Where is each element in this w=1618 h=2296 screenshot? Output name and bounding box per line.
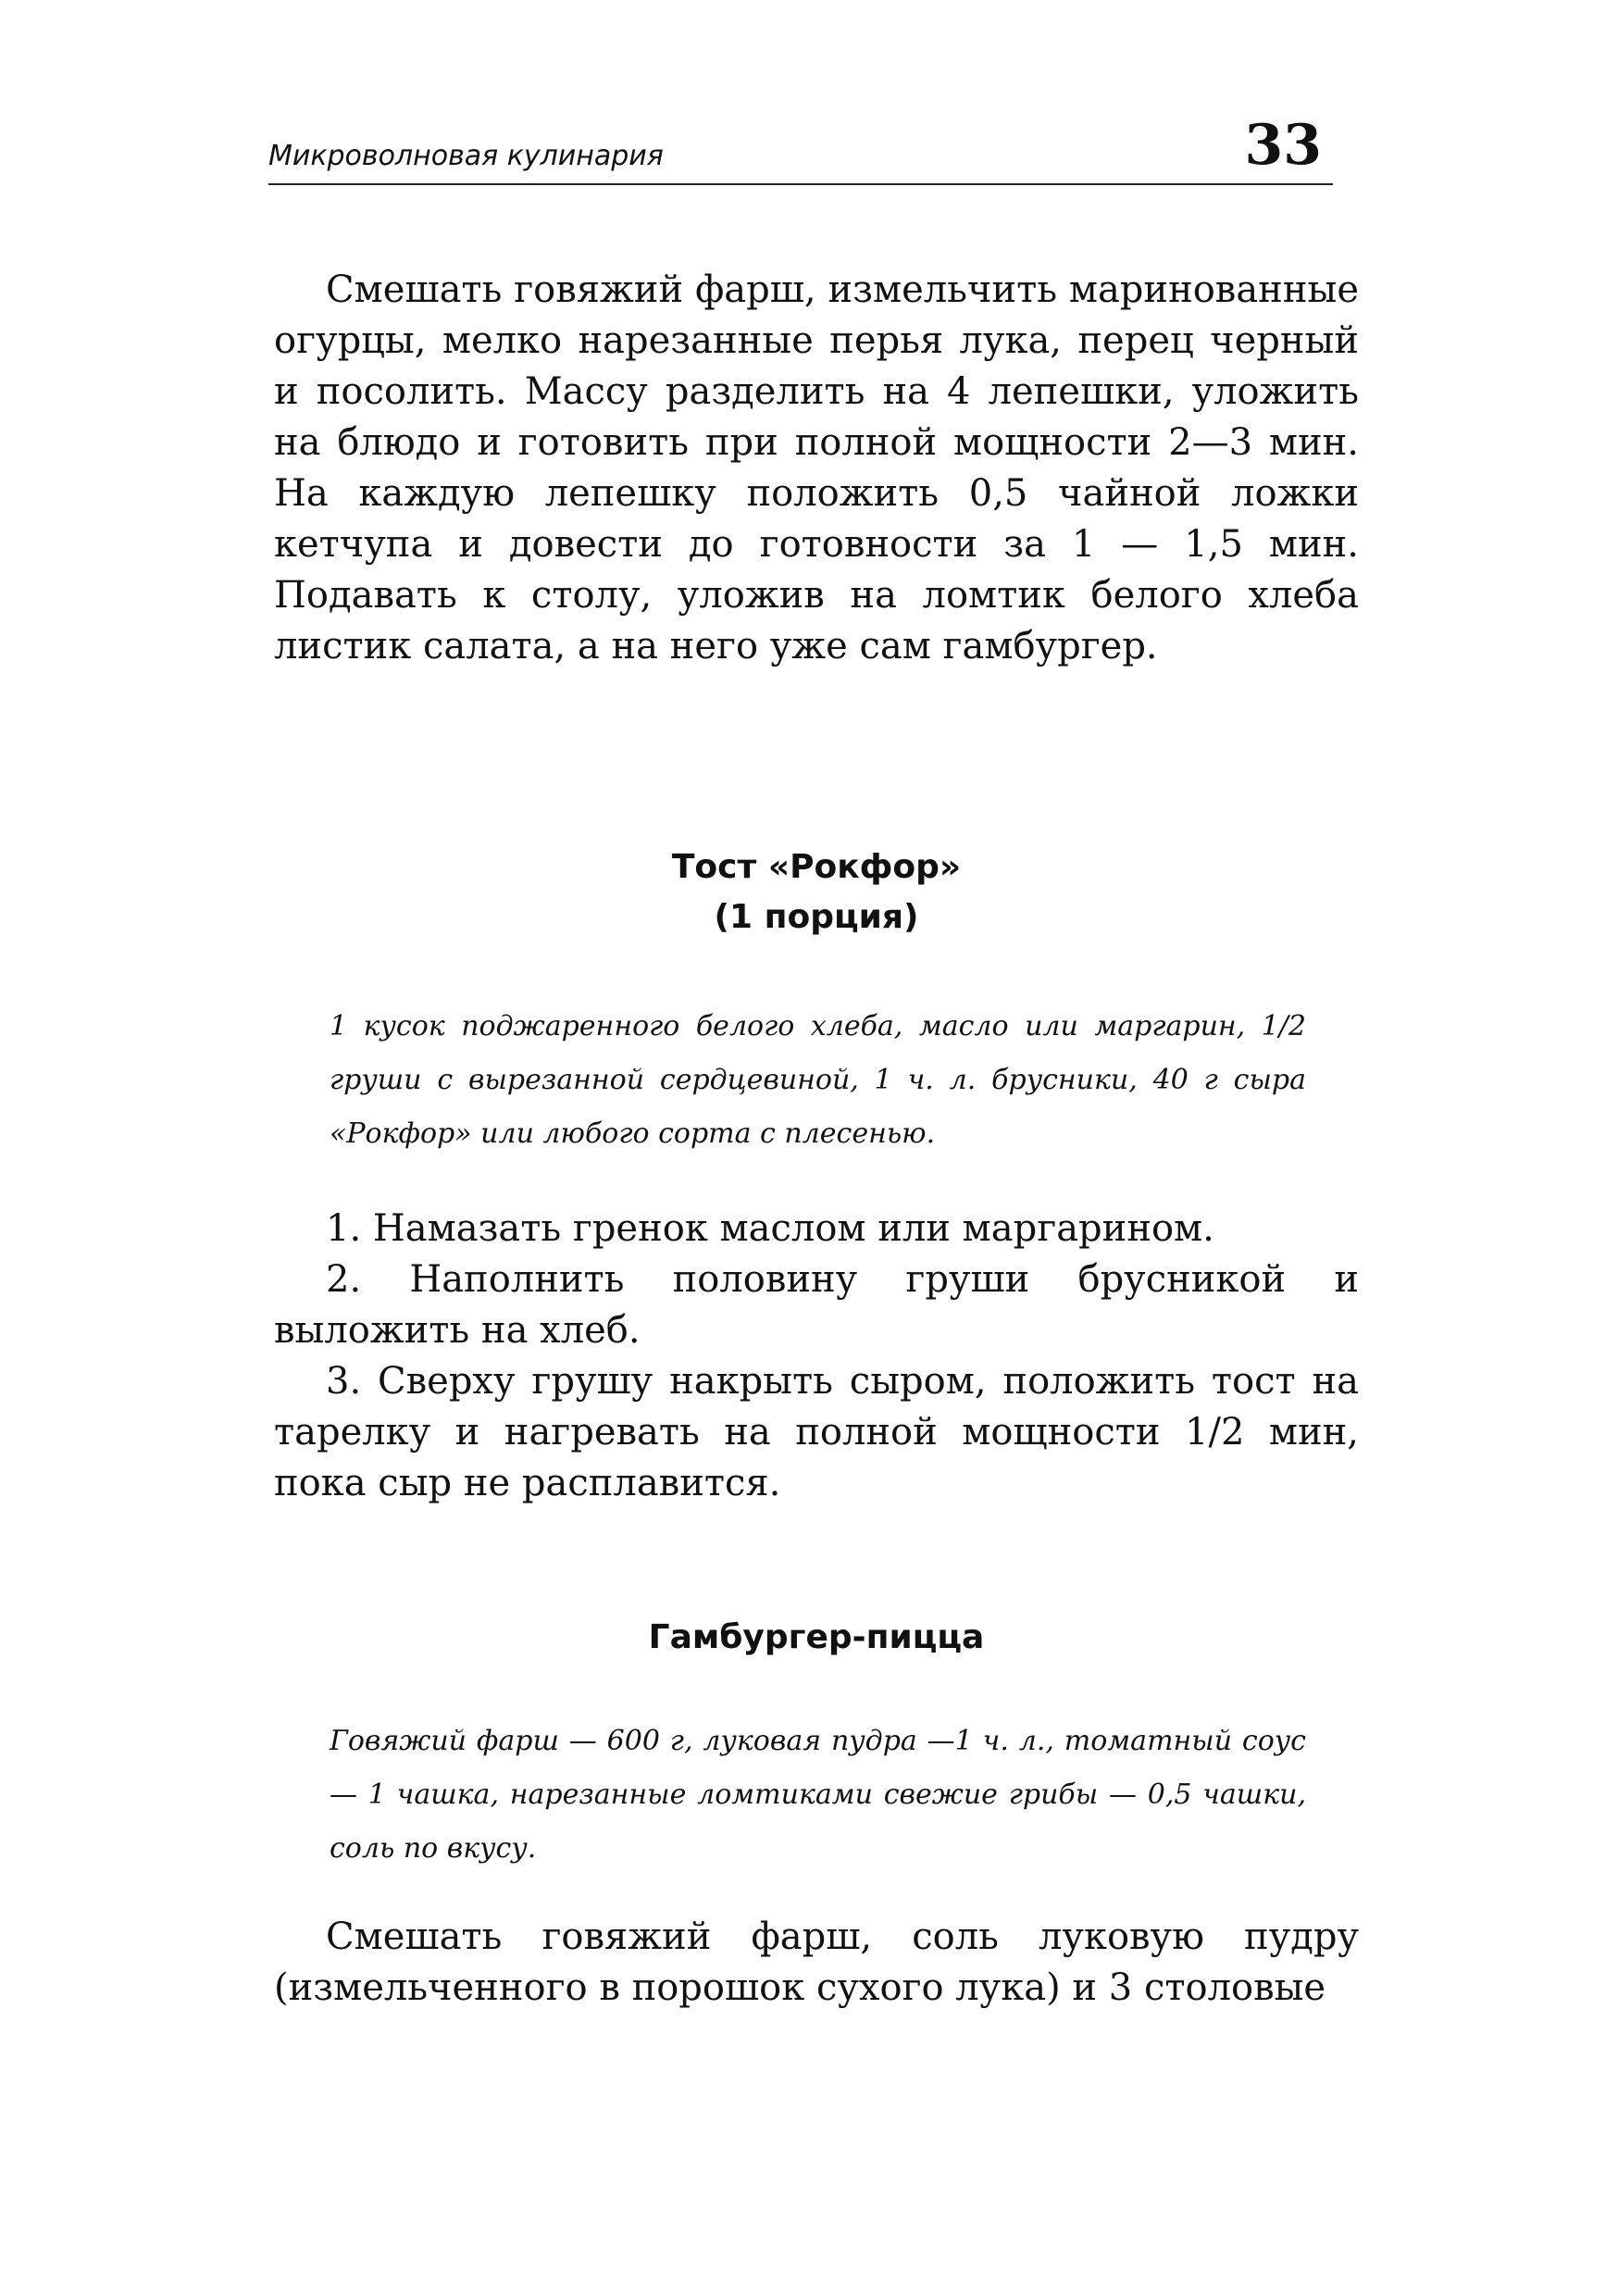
step-item: 1. Намазать гренок маслом или маргарином. [326,1207,1214,1250]
recipe-heading-roquefort [274,842,1359,942]
recipe-title: Тост «Рокфор» [671,848,962,886]
page-number: 33 [1244,113,1322,178]
recipe-heading-pizza [274,1613,1359,1663]
intro-paragraph: Смешать говяжий фарш, измельчить маринованные огурцы, мелко нарезанные перья лука, перец черный и посолить. Массу разделить на 4 лепешки, уложить на блюдо и готовить при полной мощности 2—3 мин. На каждую лепешку положить 0,5 чайной ложки кетчупа и довести до готовности за 1 — 1,5 мин. Подавать к столу, уложив на ломтик белого хлеба листик салата, а на него уже сам гамбургер. [274,268,1359,668]
ingredients-roquefort: 1 кусок поджаренного белого хлеба, масло или маргарин, 1/2 груши с вырезанной сердцевиной, 1 ч. л. брусники, 40 г сыра «Рокфор» или любого сорта с плесенью. [330,1010,1306,1150]
page-header [268,111,1333,185]
step-item: 3. Сверху грушу накрыть сыром, положить тост на тарелку и нагревать на полной мощности 1/2 мин, пока сыр не расплавится. [274,1360,1359,1504]
steps-list [274,1204,1359,1509]
recipe-title: Гамбургер-пицца [648,1618,985,1656]
step-item: 2. Наполнить половину груши брусникой и выложить на хлеб. [274,1258,1359,1352]
instructions-pizza: Смешать говяжий фарш, соль луковую пудру (измельченного в порошок сухого лука) и 3 столовые [274,1915,1359,2009]
running-title: Микроволновая кулинария [268,140,664,172]
ingredients-pizza: Говяжий фарш — 600 г, луковая пудра —1 ч. л., томатный соус — 1 чашка, нарезанные ломтиками свежие грибы — 0,5 чашки, соль по вкусу. [330,1725,1306,1865]
recipe-servings: (1 порция) [714,898,919,936]
